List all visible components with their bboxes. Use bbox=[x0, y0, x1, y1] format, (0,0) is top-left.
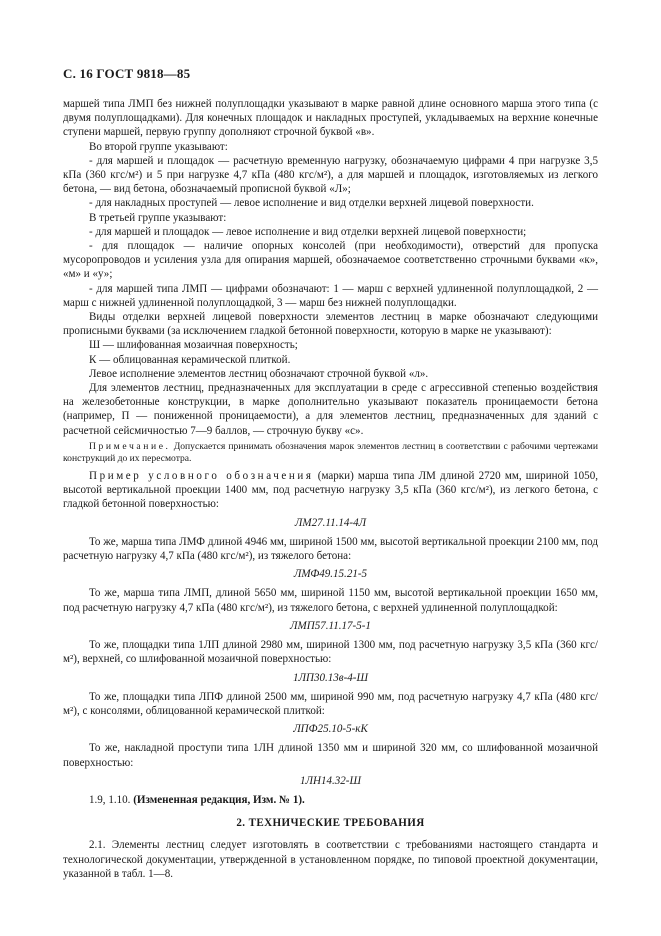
note-text: Допускается принимать обозначения марок элементов лестниц в соответствии с рабочими чертежами конструкций до их пересмотра. bbox=[63, 440, 598, 465]
amendment-note: (Измененная редакция, Изм. № 1). bbox=[133, 793, 305, 806]
paragraph: маршей типа ЛМП без нижней полуплощадки указывают в марке равной длине основного марша этого типа (с двумя полуплощадками). Для конечных площадок и накладных проступей, укладываемых на верхние конечные ступени маршей, первую группу дополняют строчной буквой «в». bbox=[63, 98, 598, 139]
paragraph: Виды отделки верхней лицевой поверхности элементов лестниц в марке обозначают следующими прописными буквами (за исключением гладкой бетонной поверхности, которую в марке не указывают): bbox=[63, 311, 598, 338]
example-text: (марки) марша типа ЛМ длиной 2720 мм, шириной 1050, высотой вертикальной проекции 1400 мм, под расчетную нагрузку 3,5 кПа (360 кгс/м²), из легкого бетона, с гладкой бетонной поверхностью: bbox=[63, 470, 598, 511]
example-paragraph: То же, площадки типа ЛПФ длиной 2500 мм, шириной 990 мм, под расчетную нагрузку 4,7 кПа (480 кгс/м²), с консолями, облицованной керамической плиткой: bbox=[63, 690, 598, 717]
mark-code: ЛПФ25.10-5-кК bbox=[293, 723, 368, 736]
mark-code: ЛМП57.11.17-5-1 bbox=[290, 619, 371, 632]
example-paragraph: То же, марша типа ЛМП, длиной 5650 мм, шириной 1150 мм, высотой вертикальной проекции 1650 мм, под расчетную нагрузку 4,7 кПа (480 кгс/м²), из тяжелого бетона, с верхней удлиненной полуплощадкой: bbox=[63, 587, 598, 614]
note bbox=[63, 441, 598, 466]
amendment-reference bbox=[63, 793, 598, 807]
clause-numbers: 1.9, 1.10. bbox=[89, 793, 131, 806]
paragraph: 2.1. Элементы лестниц следует изготовлять в соответствии с требованиями настоящего стандарта и технологической документации, утвержденной в установленном порядке, по типовой проектной документации, указанной в табл. 1—8. bbox=[63, 839, 598, 880]
page-header: С. 16 ГОСТ 9818—85 bbox=[63, 66, 191, 81]
example-paragraph bbox=[63, 469, 598, 512]
document-body bbox=[63, 97, 598, 881]
paragraph: В третьей группе указывают: bbox=[89, 211, 227, 224]
paragraph: Для элементов лестниц, предназначенных для эксплуатации в среде с агрессивной степенью воздействия на железобетонные конструкции, в марке дополнительно указывают показатель проницаемости бетона (например, П — пониженной проницаемости), а для элементов лестниц, предназначенных для зданий с расчетной сейсмичностью 7—9 баллов, — строчную букву «с». bbox=[63, 382, 598, 437]
list-item: К — облицованная керамической плиткой. bbox=[89, 353, 291, 366]
paragraph: Во второй группе указывают: bbox=[89, 140, 228, 153]
list-item: Ш — шлифованная мозаичная поверхность; bbox=[89, 339, 298, 352]
example-paragraph: То же, площадки типа 1ЛП длиной 2980 мм, шириной 1300 мм, под расчетную нагрузку 3,5 кПа (360 кгс/м²), верхней, со шлифованной мозаичной поверхностью: bbox=[63, 639, 598, 666]
list-item: - для маршей типа ЛМП — цифрами обозначают: 1 — марш с верхней удлиненной полуплощадкой, 2 — марш с нижней удлиненной полуплощадкой, 3 — марш без нижней полуплощадки. bbox=[63, 282, 598, 309]
paragraph: Левое исполнение элементов лестниц обозначают строчной буквой «л». bbox=[89, 367, 429, 380]
mark-code: 1ЛП30.13в-4-Ш bbox=[292, 671, 369, 684]
list-item: - для площадок — наличие опорных консолей (при необходимости), отверстий для пропуска мусоропроводов и усиления узла для опирания маршей, обозначаемое соответственно строчными буквами «к», «м» и «у»; bbox=[63, 240, 598, 281]
list-item: - для накладных проступей — левое исполнение и вид отделки верхней лицевой поверхности. bbox=[89, 197, 534, 210]
example-label: Пример условного обозначения bbox=[89, 470, 314, 483]
mark-code: ЛМФ49.15.21-5 bbox=[293, 568, 368, 581]
list-item: - для маршей и площадок — расчетную временную нагрузку, обозначаемую цифрами 4 при нагрузке 3,5 кПа (360 кгс/м²) и 5 при нагрузке 4,7 кПа (480 кгс/м²), а для маршей и площадок, изготовляемых из легкого бетона, — вид бетона, обозначаемый прописной буквой «Л»; bbox=[63, 154, 598, 196]
example-paragraph: То же, накладной проступи типа 1ЛН длиной 1350 мм и шириной 320 мм, со шлифованной мозаичной поверхностью: bbox=[63, 742, 598, 769]
section-title: 2. ТЕХНИЧЕСКИЕ ТРЕБОВАНИЯ bbox=[236, 817, 425, 830]
list-item: - для маршей и площадок — левое исполнение и вид отделки верхней лицевой поверхности; bbox=[89, 225, 527, 238]
mark-code: 1ЛН14.32-Ш bbox=[299, 774, 362, 787]
example-paragraph: То же, марша типа ЛМФ длиной 4946 мм, шириной 1500 мм, высотой вертикальной проекции 2100 мм, под расчетную нагрузку 4,7 кПа (480 кгс/м²), из тяжелого бетона: bbox=[63, 535, 598, 563]
mark-code: ЛМ27.11.14-4Л bbox=[294, 516, 367, 529]
note-label: Примечание. bbox=[89, 440, 171, 452]
